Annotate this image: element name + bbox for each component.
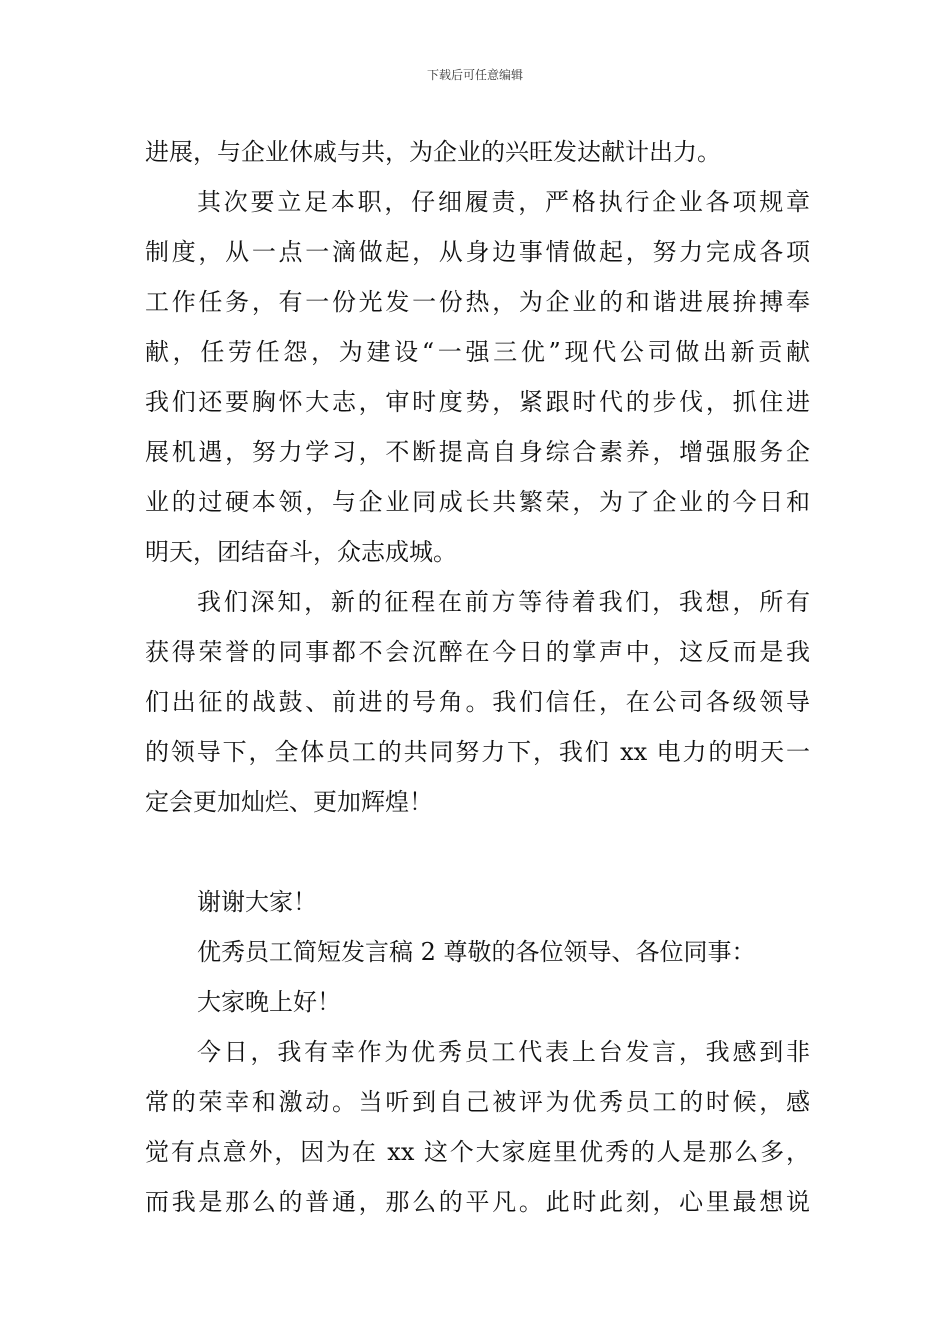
text-line: 我们深知，新的征程在前方等待着我们，我想，所有 — [197, 588, 810, 616]
text-line: 谢谢大家！ — [197, 888, 317, 916]
text-line: 今日，我有幸作为优秀员工代表上台发言，我感到非 — [197, 1038, 810, 1066]
text-line: 进展，与企业休戚与共，为企业的兴旺发达献计出力。 — [145, 138, 721, 166]
text-line: 展机遇，努力学习，不断提高自身综合素养，增强服务企 — [145, 438, 810, 466]
text-line: 大家晚上好！ — [197, 988, 341, 1016]
text-line: 优秀员工简短发言稿 2 尊敬的各位领导、各位同事： — [197, 938, 756, 966]
page-header: 下载后可任意编辑 — [426, 68, 523, 82]
text-line: 的领导下，全体员工的共同努力下，我们 xx 电力的明天一 — [145, 738, 810, 766]
paragraph-gap — [145, 827, 810, 877]
text-line: 获得荣誉的同事都不会沉醉在今日的掌声中，这反而是我 — [145, 638, 810, 666]
text-line: 业的过硬本领，与企业同成长共繁荣，为了企业的今日和 — [145, 488, 810, 516]
text-line: 工作任务，有一份光发一份热，为企业的和谐进展拚搏奉 — [145, 288, 810, 316]
text-line: 们出征的战鼓、前进的号角。我们信任，在公司各级领导 — [145, 688, 810, 716]
text-line: 制度，从一点一滴做起，从身边事情做起，努力完成各项 — [145, 238, 810, 266]
text-line: 而我是那么的普通，那么的平凡。此时此刻，心里最想说 — [145, 1188, 810, 1216]
text-line: 觉有点意外，因为在 xx 这个大家庭里优秀的人是那么多， — [145, 1138, 810, 1166]
text-line: 明天，团结奋斗，众志成城。 — [145, 538, 457, 566]
text-line: 我们还要胸怀大志，审时度势，紧跟时代的步伐，抓住进 — [145, 388, 810, 416]
text-line: 定会更加灿烂、更加辉煌！ — [145, 788, 433, 816]
document-body — [145, 127, 810, 1227]
text-line: 常的荣幸和激动。当听到自己被评为优秀员工的时候，感 — [145, 1088, 810, 1116]
text-line: 其次要立足本职，仔细履责，严格执行企业各项规章 — [197, 188, 810, 216]
text-line: 献，任劳任怨，为建设“一强三优”现代公司做出新贡献 — [145, 338, 810, 366]
